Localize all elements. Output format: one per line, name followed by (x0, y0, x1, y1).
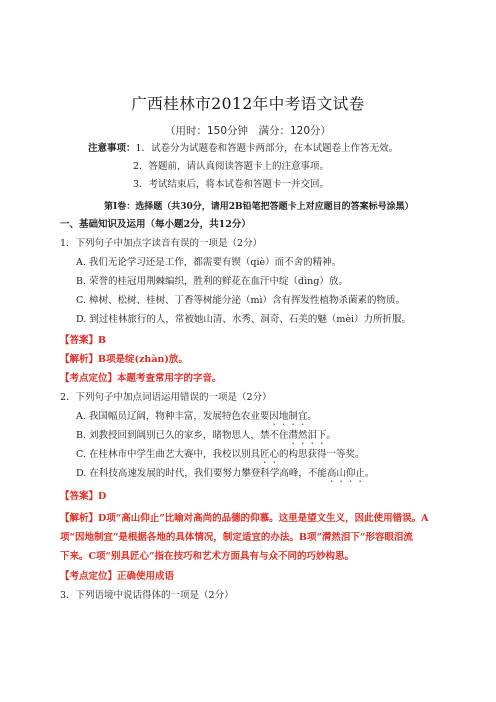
q2-option-a (76, 410, 317, 428)
q2-analysis-line-2: 项“因地制宜”是根据各地的具体情况，制定适宜的办法。B项“潸然泪下”形容眼泪流 (60, 532, 413, 543)
q1-a-tail: 而不舍的精神。 (274, 257, 342, 268)
note-3-text: 考试结束后，将本试卷和答题卡一并交回。 (148, 179, 330, 190)
q1-d-pinyin: （mèi） (326, 314, 364, 325)
note-2-text: 答题前，请认真阅读答题卡上的注意事项。 (148, 161, 330, 172)
q2-d-tail: 。 (364, 468, 375, 479)
q1-b-tail: 放。 (328, 276, 348, 287)
q2-stem: 2．下列句子中加点词语运用错误的一项是（2分） (60, 392, 272, 403)
q2-a-word: 因地制宜 (269, 411, 308, 422)
q2-b-tail: 。 (326, 430, 337, 441)
q2-d-text: D. 在科技高速发展的时代，我们要努力攀登科学高峰，不能 (76, 468, 327, 479)
q1-d-tail: 力所折服。 (363, 314, 412, 325)
q1-c-text: C. 樟树、松树、桂树、丁香等树能分泌 (76, 295, 241, 306)
section1-heading: 一、基础知识及运用（每小题2分，共12分） (60, 219, 251, 230)
q1-d-text: D. 到过桂林旅行的人，常被她山清、水秀、洞奇、石美的魅 (76, 314, 327, 325)
q2-d-word: 高山仰止 (326, 468, 365, 479)
q1-analysis: 【解析】B项是绽(zhàn)放。 (60, 354, 188, 365)
q1-a-pinyin: （qiè） (240, 257, 275, 268)
q2-b-text: B. 刘教授回到阔别已久的家乡，睹物思人，禁不住 (76, 430, 289, 441)
q1-point: 【考点定位】本题考查常用字的字音。 (60, 373, 222, 384)
notes-label: 注意事项： (88, 143, 136, 154)
q1-option-b (76, 275, 348, 289)
q2-answer: 【答案】D (60, 491, 107, 502)
note-1-number: 1． (135, 143, 152, 154)
q1-answer: 【答案】B (60, 335, 107, 346)
q2-analysis-line-1: 【解析】D项“高山仰止”比喻对高尚的品德的仰慕。这里是望文生义，因此使用错误。A (60, 513, 429, 524)
q2-a-tail: 。 (307, 411, 317, 422)
q1-c-tail: 含有挥发性植物杀菌素的物质。 (272, 295, 406, 306)
exam-title: 广西桂林市2012年中考语文试卷 (131, 95, 365, 113)
q2-point: 【考点定位】正确使用成语 (60, 571, 175, 582)
q2-c-text: C. 在桂林市中学生曲艺大赛中，我校以别具 (76, 449, 260, 460)
exam-subtitle: （用时：150分钟 满分：120分） (164, 125, 332, 137)
q3-stem: 3．下列语境中说话得体的一项是（2分） (60, 590, 234, 601)
q1-option-c (76, 294, 405, 308)
q2-option-c (76, 448, 365, 466)
q2-a-text: A. 我国幅员辽阔，物种丰富，发展特色农业要 (76, 411, 270, 422)
notes-line-2 (133, 160, 329, 174)
notes-line-1 (88, 142, 398, 156)
q1-a-text: A. 我们无论学习还是工作，都需要有锲 (76, 257, 241, 268)
q1-option-a (76, 256, 341, 270)
q2-c-word: 匠心 (259, 449, 279, 460)
part1-heading: 第Ⅰ卷：选择题（共30分，请用2B铅笔把答题卡上对应题目的答案标号涂黑） (104, 202, 414, 212)
q2-option-d (76, 467, 374, 485)
note-2-number: 2． (133, 161, 149, 172)
q2-b-word: 潸然泪下 (288, 430, 327, 441)
q2-c-tail: 的构思获得一等奖。 (279, 449, 365, 460)
notes-line-3 (133, 178, 329, 192)
q1-option-d (76, 313, 411, 327)
q1-c-pinyin: （mì） (240, 295, 273, 306)
q1-stem: 1．下列句子中加点字读音有误的一项是（2分） (60, 238, 263, 249)
q1-b-pinyin: （dìng） (288, 276, 329, 287)
note-1-text: 试卷分为试题卷和答题卡两部分，在本试题卷上作答无效。 (151, 143, 399, 154)
q2-option-b (76, 429, 336, 447)
note-3-number: 3． (133, 179, 149, 190)
q2-analysis-line-3: 下来。C项“别具匠心”指在技巧和艺术方面具有与众不同的巧妙构思。 (60, 551, 354, 562)
q1-b-text: B. 荣誉的桂冠用荆棘编织，胜利的鲜花在血汗中绽 (76, 276, 289, 287)
